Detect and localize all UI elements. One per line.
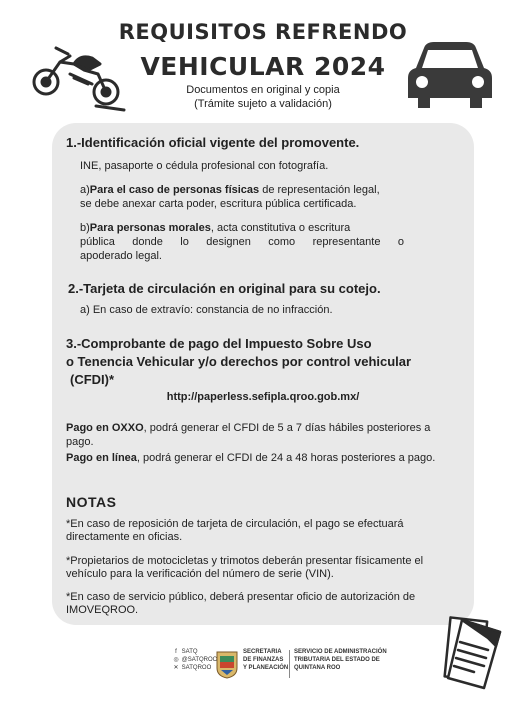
quintana-roo-seal-icon bbox=[215, 648, 239, 680]
oxxo-rest1: , podrá generar el CFDI de 5 a 7 días hábiles posteriores a bbox=[143, 422, 431, 434]
secretaria-label bbox=[243, 648, 288, 672]
secretaria-line1: SECRETARIA bbox=[243, 649, 282, 655]
social-instagram[interactable] bbox=[172, 656, 217, 664]
section3-heading-line3: (CFDI)* bbox=[70, 372, 115, 387]
section1-a-line2: se debe anexar carta poder, escritura pública certificada. bbox=[80, 198, 357, 210]
social-x[interactable] bbox=[172, 664, 217, 672]
subtitle-validation: (Trámite sujeto a validación) bbox=[194, 98, 332, 110]
section1-b-bold: Para personas morales bbox=[89, 222, 211, 234]
section1-a-line1 bbox=[80, 184, 380, 197]
secretaria-line2: DE FINANZAS bbox=[243, 657, 284, 663]
motorcycle-icon bbox=[30, 40, 126, 112]
section1-b-line1 bbox=[80, 222, 350, 235]
sat-label bbox=[294, 648, 387, 672]
nota2-line1: *Propietarios de motocicletas y trimotos deberán presentar físicamente el bbox=[66, 555, 424, 567]
section1-a-bold: Para el caso de personas físicas bbox=[89, 184, 260, 196]
footer-divider bbox=[289, 650, 290, 678]
page-title-line2: VEHICULAR 2024 bbox=[140, 52, 386, 81]
oxxo-bold: Pago en OXXO bbox=[66, 422, 144, 434]
section1-b-line2: pública donde lo designen como representante o bbox=[80, 236, 404, 248]
social-links bbox=[172, 648, 217, 672]
subtitle-documents: Documentos en original y copia bbox=[186, 84, 340, 96]
oxxo-line1 bbox=[66, 422, 430, 435]
nota3-line2: IMOVEQROO. bbox=[66, 604, 139, 616]
section2-heading: 2.-Tarjeta de circulación en original para su cotejo. bbox=[68, 281, 381, 296]
oxxo-line2: pago. bbox=[66, 436, 94, 448]
section3-heading-line2: o Tenencia Vehicular y/o derechos por control vehicular bbox=[66, 354, 412, 369]
sat-line2: TRIBUTARIA DEL ESTADO DE bbox=[294, 657, 380, 663]
social-facebook[interactable] bbox=[172, 648, 217, 656]
social-facebook-label: SATQ bbox=[181, 649, 198, 655]
online-bold: Pago en línea bbox=[66, 452, 137, 464]
section1-b-rest1: , acta constitutiva o escritura bbox=[210, 222, 351, 234]
section1-heading: 1.-Identificación oficial vigente del promovente. bbox=[66, 135, 360, 150]
online-rest: , podrá generar el CFDI de 24 a 48 horas posteriores a pago. bbox=[136, 452, 436, 464]
section1-b-line3: apoderado legal. bbox=[80, 250, 162, 262]
section1-line1: INE, pasaporte o cédula profesional con fotografía. bbox=[80, 160, 329, 172]
car-icon bbox=[404, 40, 496, 112]
documents-icon bbox=[428, 610, 510, 694]
instagram-icon: ◎ bbox=[173, 657, 179, 663]
nota2-line2: vehículo para la verificación del número de serie (VIN). bbox=[66, 568, 334, 580]
page-title-line1: REQUISITOS REFRENDO bbox=[118, 20, 408, 44]
section2-line1: a) En caso de extravío: constancia de no infracción. bbox=[80, 304, 333, 316]
secretaria-line3: Y PLANEACIÓN bbox=[243, 665, 289, 671]
section1-a-rest1: de representación legal, bbox=[259, 184, 380, 196]
sat-line1: SERVICIO DE ADMINISTRACIÓN bbox=[294, 649, 387, 655]
section1-b-prefix: b) bbox=[80, 222, 90, 234]
section3-heading-line1: 3.-Comprobante de pago del Impuesto Sobre Uso bbox=[66, 336, 372, 351]
social-instagram-label: @SATQROO bbox=[181, 657, 218, 663]
nota3-line1: *En caso de servicio público, deberá presentar oficio de autorización de bbox=[66, 591, 416, 603]
sat-line3: QUINTANA ROO bbox=[294, 665, 341, 671]
online-line bbox=[66, 452, 435, 465]
paperless-url[interactable]: http://paperless.sefipla.qroo.gob.mx/ bbox=[166, 391, 360, 403]
notas-title: NOTAS bbox=[66, 494, 117, 510]
section1-a-prefix: a) bbox=[80, 184, 90, 196]
nota1-line1: *En caso de reposición de tarjeta de circulación, el pago se efectuará bbox=[66, 518, 404, 530]
x-icon: ✕ bbox=[173, 665, 179, 671]
social-x-label: SATQROO bbox=[181, 665, 212, 671]
nota1-line2: directamente en oficias. bbox=[66, 531, 183, 543]
facebook-icon: f bbox=[175, 649, 177, 655]
